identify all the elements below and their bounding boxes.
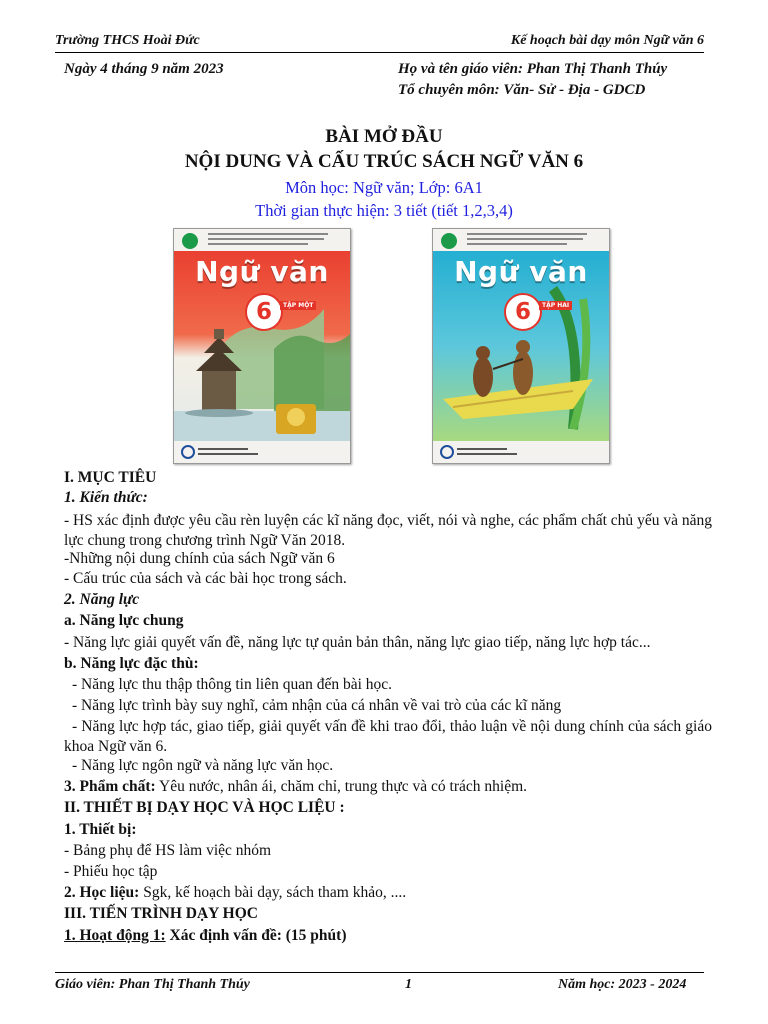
cover-grade-number: 6	[245, 293, 283, 331]
cover-title: Ngữ văn	[454, 255, 588, 288]
general-competence-item: - Năng lực giải quyết vấn đề, năng lực tự quản bản thân, năng lực giao tiếp, năng lực hợp tác...	[64, 634, 651, 651]
heading-competence: 2. Năng lực	[64, 591, 140, 608]
section-procedure: III. TIẾN TRÌNH DẠY HỌC	[64, 905, 258, 922]
knowledge-item-1: - HS xác định được yêu cầu rèn luyện các kĩ năng đọc, viết, nói và nghe, các phẩm chất chủ yếu và năng lực chung trong chương trình Ngữ Văn 2018.	[64, 512, 712, 549]
footer-divider	[55, 972, 704, 973]
activity-1-line	[64, 926, 712, 946]
lesson-subtitle: NỘI DUNG VÀ CẤU TRÚC SÁCH NGỮ VĂN 6	[184, 151, 584, 172]
activity-1-label: 1. Hoạt động 1:	[64, 927, 166, 944]
cover-volume-label: TẬP HAI	[539, 301, 572, 310]
equipment-item-1: - Bảng phụ để HS làm việc nhóm	[64, 842, 272, 859]
section-objectives: I. MỤC TIÊU	[64, 469, 157, 486]
activity-1-text: Xác định vấn đề: (15 phút)	[165, 927, 347, 944]
footer-teacher: Giáo viên: Phan Thị Thanh Thúy	[55, 977, 250, 992]
subject-line: Môn học: Ngữ văn; Lớp: 6A1	[285, 178, 483, 197]
teacher-info	[398, 59, 667, 101]
qualities-line	[64, 777, 712, 797]
knowledge-item-2: -Những nội dung chính của sách Ngữ văn 6	[64, 550, 335, 567]
header-school: Trường THCS Hoài Đức	[55, 33, 200, 48]
cover-volume-label: TẬP MỘT	[280, 301, 316, 310]
specific-competence-item-2: - Năng lực trình bày suy nghĩ, cảm nhận của cá nhân về vai trò của các kĩ năng	[72, 697, 562, 714]
footer-page-number: 1	[405, 977, 412, 992]
heading-general-competence: a. Năng lực chung	[64, 612, 184, 629]
cover-grade-number: 6	[504, 293, 542, 331]
equipment-item-2: - Phiếu học tập	[64, 863, 158, 880]
header-divider	[55, 52, 704, 53]
materials-label: 2. Học liệu:	[64, 884, 140, 901]
lesson-title: BÀI MỞ ĐẦU	[325, 126, 443, 147]
specific-competence-item-1: - Năng lực thu thập thông tin liên quan đến bài học.	[72, 676, 393, 693]
specific-competence-item-3: - Năng lực hợp tác, giao tiếp, giải quyết vấn đề khi trao đổi, thảo luận về nội dung chính của sách giáo khoa Ngữ văn 6.	[64, 718, 712, 755]
footer-school-year: Năm học: 2023 - 2024	[558, 977, 687, 992]
qualities-text: Yêu nước, nhân ái, chăm chỉ, trung thực và có trách nhiệm.	[155, 778, 528, 795]
section-equipment: II. THIẾT BỊ DẠY HỌC VÀ HỌC LIỆU :	[64, 799, 345, 816]
time-line: Thời gian thực hiện: 3 tiết (tiết 1,2,3,4)	[255, 201, 513, 220]
teacher-name: Họ và tên giáo viên: Phan Thị Thanh Thúy	[398, 61, 668, 77]
qualities-label: 3. Phẩm chất:	[64, 778, 156, 795]
page-header	[55, 33, 704, 51]
header-plan: Kế hoạch bài dạy môn Ngữ văn 6	[510, 33, 704, 48]
heading-specific-competence: b. Năng lực đặc thù:	[64, 655, 199, 672]
heading-knowledge: 1. Kiến thức:	[64, 489, 148, 506]
specific-competence-item-4: - Năng lực ngôn ngữ và năng lực văn học.	[72, 757, 334, 774]
materials-line	[64, 883, 712, 903]
book-cover-volume-2	[432, 228, 610, 464]
book-cover-volume-1	[173, 228, 351, 464]
knowledge-item-3: - Cấu trúc của sách và các bài học trong sách.	[64, 570, 347, 587]
lesson-date: Ngày 4 tháng 9 năm 2023	[64, 61, 224, 77]
heading-equipment: 1. Thiết bị:	[64, 821, 137, 838]
department-name: Tổ chuyên môn: Văn- Sử - Địa - GDCD	[398, 82, 646, 98]
cover-title: Ngữ văn	[195, 255, 329, 288]
materials-text: Sgk, kế hoạch bài dạy, sách tham khảo, ....	[139, 884, 407, 901]
